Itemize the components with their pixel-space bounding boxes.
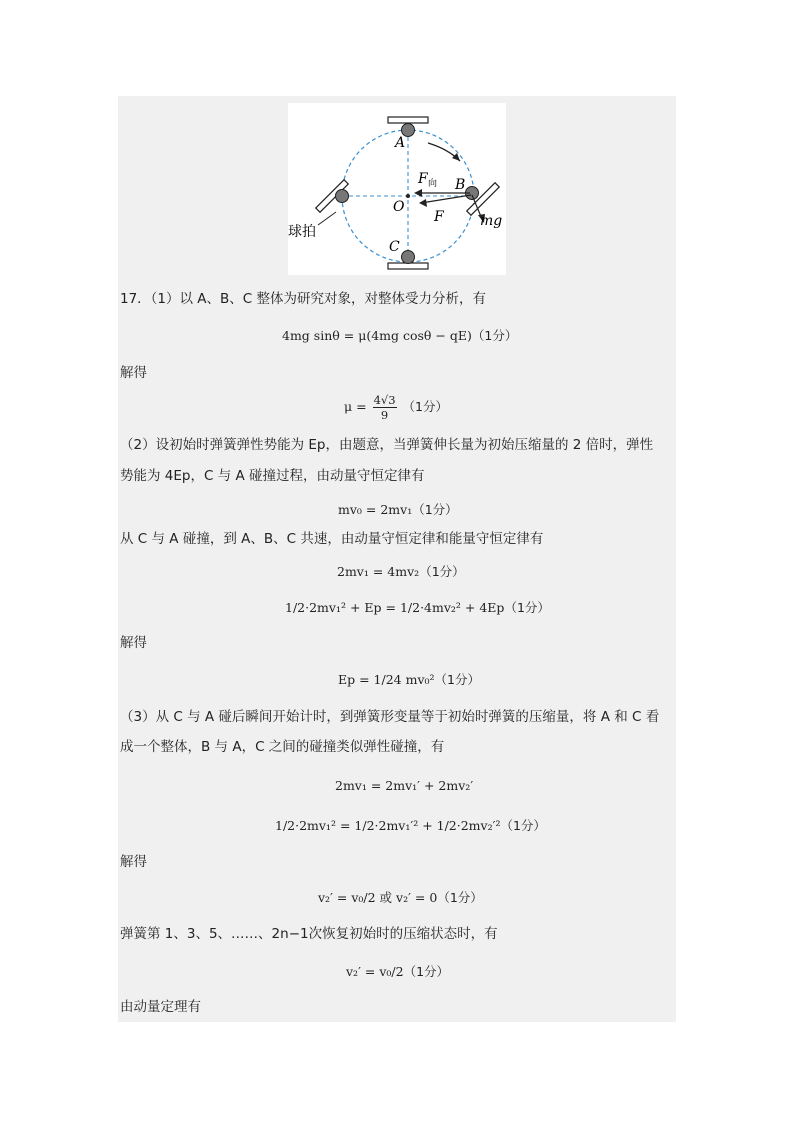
eq8-score: （1分） bbox=[500, 818, 546, 833]
eq9-score: （1分） bbox=[437, 890, 483, 905]
label-f-centripetal-sub: 向 bbox=[428, 179, 438, 189]
p2-line1: （2）设初始时弹簧弹性势能为 Ep，由题意，当弹簧伸长量为初始压缩量的 2 倍时，弹性 bbox=[120, 437, 654, 453]
p3-line3: 弹簧第 1、3、5、……、2n−1次恢复初始时的压缩状态时，有 bbox=[120, 926, 498, 942]
eq1 bbox=[282, 326, 517, 344]
eq8 bbox=[275, 816, 546, 834]
eq6 bbox=[338, 670, 480, 688]
eq2-score: （1分） bbox=[402, 399, 448, 414]
label-o: O bbox=[393, 199, 405, 215]
circle-diagram bbox=[288, 103, 506, 275]
solve2: 解得 bbox=[120, 635, 147, 651]
label-f: F bbox=[434, 209, 444, 225]
physics-figure bbox=[288, 103, 506, 275]
eq2-lhs: μ = bbox=[344, 399, 367, 414]
eq9-text: v₂′ = v₀/2 或 v₂′ = 0 bbox=[318, 890, 438, 905]
label-b: B bbox=[455, 177, 466, 193]
eq5 bbox=[285, 598, 550, 616]
eq9 bbox=[318, 888, 483, 906]
eq2 bbox=[344, 393, 448, 422]
solve1: 解得 bbox=[120, 365, 147, 381]
eq10 bbox=[346, 962, 449, 980]
eq6-text: Ep = 1/24 mv₀² bbox=[338, 672, 435, 687]
eq2-fraction bbox=[373, 393, 397, 422]
eq4-text: 2mv₁ = 4mv₂ bbox=[337, 564, 420, 579]
label-mg: mg bbox=[480, 213, 503, 229]
eq8-text: 1/2·2mv₁² = 1/2·2mv₁′² + 1/2·2mv₂′² bbox=[275, 818, 501, 833]
solve3: 解得 bbox=[120, 854, 147, 870]
eq3-score: （1分） bbox=[412, 502, 458, 517]
eq1-score: （1分） bbox=[471, 328, 518, 343]
eq7-text: 2mv₁ = 2mv₁′ + 2mv₂′ bbox=[335, 778, 474, 793]
eq4-score: （1分） bbox=[419, 564, 465, 579]
eq5-text: 1/2·2mv₁² + Ep = 1/2·4mv₂² + 4Ep bbox=[285, 600, 505, 615]
eq6-score: （1分） bbox=[434, 672, 480, 687]
eq3-text: mv₀ = 2mv₁ bbox=[338, 502, 413, 517]
eq10-text: v₂′ = v₀/2 bbox=[346, 964, 404, 979]
eq3 bbox=[338, 500, 458, 518]
p3-line2: 成一个整体，B 与 A，C 之间的碰撞类似弹性碰撞，有 bbox=[120, 739, 445, 755]
label-f-centripetal: F bbox=[418, 171, 428, 187]
q17-intro: 17．（1）以 A、B、C 整体为研究对象，对整体受力分析，有 bbox=[120, 291, 487, 307]
eq2-den: 9 bbox=[380, 408, 389, 422]
eq2-num: 4√3 bbox=[373, 393, 396, 407]
eq1-text: 4mg sinθ = μ(4mg cosθ − qE) bbox=[282, 328, 472, 343]
label-racket: 球拍 bbox=[288, 224, 316, 240]
eq10-score: （1分） bbox=[403, 964, 450, 979]
eq4 bbox=[337, 562, 465, 580]
p2-line3: 从 C 与 A 碰撞，到 A、B、C 共速，由动量守恒定律和能量守恒定律有 bbox=[120, 531, 544, 547]
label-a: A bbox=[395, 135, 406, 151]
p3-line1: （3）从 C 与 A 碰后瞬间开始计时，到弹簧形变量等于初始时弹簧的压缩量，将 A 和 C 看 bbox=[120, 709, 660, 725]
eq7 bbox=[335, 778, 473, 793]
label-c: C bbox=[389, 239, 400, 255]
p2-line2: 势能为 4Ep，C 与 A 碰撞过程，由动量守恒定律有 bbox=[120, 468, 425, 484]
eq5-score: （1分） bbox=[504, 600, 550, 615]
p3-line4: 由动量定理有 bbox=[120, 999, 201, 1015]
